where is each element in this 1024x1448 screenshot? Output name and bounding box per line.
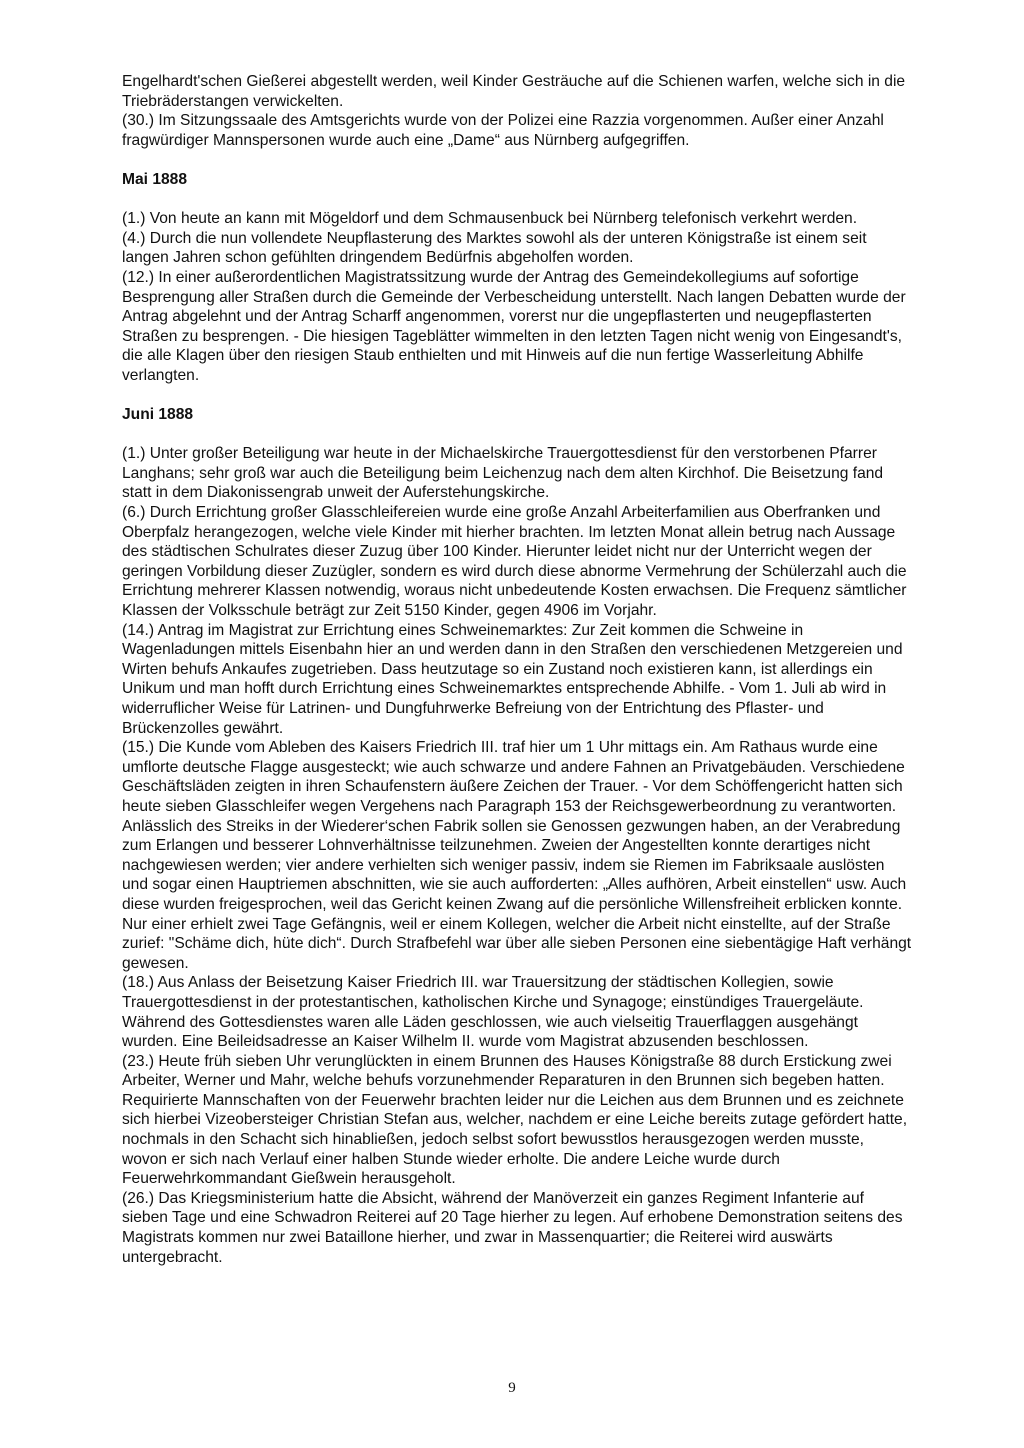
section-heading-mai: Mai 1888	[122, 170, 188, 188]
intro-paragraph-2: (30.) Im Sitzungssaale des Amtsgerichts wurde von der Polizei eine Razzia vorgenommen. Außer einer Anzahl fragwürdiger Mannspersonen wurde auch eine „Dame“ aus Nürnberg aufgegriffen.	[122, 112, 884, 149]
entry-mai-4: (4.) Durch die nun vollendete Neupflasterung des Marktes sowohl als der unteren Königstraße ist einem seit langen Jahren schon gefühlten dringendem Bedürfnis abgeholfen worden.	[122, 229, 867, 267]
spacer	[122, 425, 912, 445]
entry-juni-18: (18.) Aus Anlass der Beisetzung Kaiser Friedrich III. war Trauersitzung der städtischen Kollegien, sowie Trauergottesdienst in der protestantischen, katholischen Kirche und Synagoge; einstündiges Trauergeläute. Während des Gottesdienstes waren alle Läden geschlossen, wie auch vielseitig Trauerflaggen ausgehängt wurden. Eine Beileidsadresse an Kaiser Wilhelm II. wurde vom Magistrat abzusenden beschlossen.	[122, 974, 864, 1051]
section-heading-juni: Juni 1888	[122, 406, 194, 424]
entry-juni-26: (26.) Das Kriegsministerium hatte die Absicht, während der Manöverzeit ein ganzes Regiment Infanterie auf sieben Tage und eine Schwadron Reiterei auf 20 Tage hierher zu legen. Auf erhobene Demonstration seitens des Magistrats kommen nur zwei Bataillone hierher, und zwar in Massenquartier; die Reiterei wird auswärts untergebracht.	[122, 1189, 903, 1266]
spacer	[122, 190, 912, 210]
intro-paragraph-1: Engelhardt'schen Gießerei abgestellt werden, weil Kinder Gesträuche auf die Schienen warfen, welche sich in die Triebräderstangen verwickelten.	[122, 73, 906, 110]
page-number: 9	[508, 1380, 516, 1396]
entry-mai-12: (12.) In einer außerordentlichen Magistratssitzung wurde der Antrag des Gemeindekollegiums auf sofortige Besprengung aller Straßen durch die Gemeinde der Verbescheidung unterstellt. Nach langen Debatten wurde der Antrag abgelehnt und der Antrag Scharff angenommen, vorerst nur die ungepflasterten und neugepflasterten Straßen zu besprengen. - Die hiesigen Tageblätter wimmelten in den letzten Tagen nicht wenig von Eingesandt's, die alle Klagen über den riesigen Staub enthielten und mit Hinweis auf die nun fertige Wasserleitung Abhilfe verlangten.	[122, 268, 906, 384]
entry-juni-23: (23.) Heute früh sieben Uhr verunglückten in einem Brunnen des Hauses Königstraße 88 durch Erstickung zwei Arbeiter, Werner und Mahr, welche behufs vorzunehmender Reparaturen in den Brunnen sich begeben hatten. Requirierte Mannschaften von der Feuerwehr brachten leider nur die Leichen aus dem Brunnen und es zeichnete sich hierbei Vizeobersteiger Christian Stefan aus, welcher, nachdem er eine Leiche bereits zutage gefördert hatte, nochmals in den Schacht sich hinabließen, jedoch selbst sofort bewusstlos herausgezogen werden musste, wovon er sich nach Verlauf einer halben Stunde wieder erholte. Die andere Leiche wurde durch Feuerwehrkommandant Gießwein herausgeholt.	[122, 1052, 908, 1188]
spacer	[122, 150, 912, 170]
entry-mai-1: (1.) Von heute an kann mit Mögeldorf und dem Schmausenbuck bei Nürnberg telefonisch verkehrt werden.	[122, 210, 858, 228]
entry-juni-15: (15.) Die Kunde vom Ableben des Kaisers Friedrich III. traf hier um 1 Uhr mittags ein. Am Rathaus wurde eine umflorte deutsche Flagge ausgesteckt; wie auch schwarze und andere Fahnen an Privatgebäuden. Verschiedene Geschäftsläden zeigten in ihren Schaufenstern äußere Zeichen der Trauer. - Vor dem Schöffengericht hatten sich heute sieben Glasschleifer wegen Vergehens nach Paragraph 153 der Reichsgewerbeordnung zu verantworten. Anlässlich des Streiks in der Wiederer‘schen Fabrik sollen sie Genossen gezwungen haben, an der Verabredung zum Erlangen und besserer Lohnverhältnisse teilzunehmen. Zweien der Angestellten konnte derartiges nicht nachgewiesen werden; vier andere verhielten sich weniger passiv, indem sie Riemen im Fabriksaale auslösten und sogar einen Hauptriemen abschnitten, wie sie auch aufforderten: „Alles aufhören, Arbeit einstellen“ usw. Auch diese wurden freigesprochen, weil das Gericht keinen Zwang auf die persönliche Willensfreiheit erblicken konnte. Nur einer erhielt zwei Tage Gefängnis, weil er einem Kollegen, welcher die Arbeit nicht einstellte, auf der Straße zurief: "Schäme dich, hüte dich“. Durch Strafbefehl war über alle sieben Personen eine siebentägige Haft verhängt gewesen.	[122, 739, 912, 972]
entry-juni-6: (6.) Durch Errichtung großer Glasschleifereien wurde eine große Anzahl Arbeiterfamilien aus Oberfranken und Oberpfalz herangezogen, welche viele Kinder mit hierher brachten. Im letzten Monat allein betrug nach Aussage des städtischen Schulrates dieser Zuzug über 100 Kinder. Hierunter leidet nicht nur der Unterricht wegen der geringen Vorbildung dieser Zuzügler, sondern es wird durch diese abnorme Vermehrung der Schülerzahl auch die Errichtung mehrerer Klassen notwendig, woraus nicht unbedeutende Kosten erwachsen. Die Frequenz sämtlicher Klassen der Volksschule beträgt zur Zeit 5150 Kinder, gegen 4906 im Vorjahr.	[122, 504, 907, 620]
entry-juni-14: (14.) Antrag im Magistrat zur Errichtung eines Schweinemarktes: Zur Zeit kommen die Schweine in Wagenladungen mittels Eisenbahn hier an und werden dann in den Straßen den verschiedenen Metzgereien und Wirten behufs Ankaufes zugetrieben. Dass heutzutage so ein Zustand noch existieren kann, ist allerdings ein Unikum und man hofft durch Errichtung eines Schweinemarktes entsprechende Abhilfe. - Vom 1. Juli ab wird in widerruflicher Weise für Latrinen- und Dungfuhrwerke Befreiung von der Entrichtung des Pflaster- und Brückenzolles gewährt.	[122, 621, 903, 737]
entry-juni-1: (1.) Unter großer Beteiligung war heute in der Michaelskirche Trauergottesdienst für den verstorbenen Pfarrer Langhans; sehr groß war auch die Beteiligung beim Leichenzug nach dem alten Kirchhof. Die Beisetzung fand statt in dem Diakonissengrab unweit der Auferstehungskirche.	[122, 445, 884, 502]
spacer	[122, 386, 912, 406]
document-page	[122, 72, 912, 1267]
